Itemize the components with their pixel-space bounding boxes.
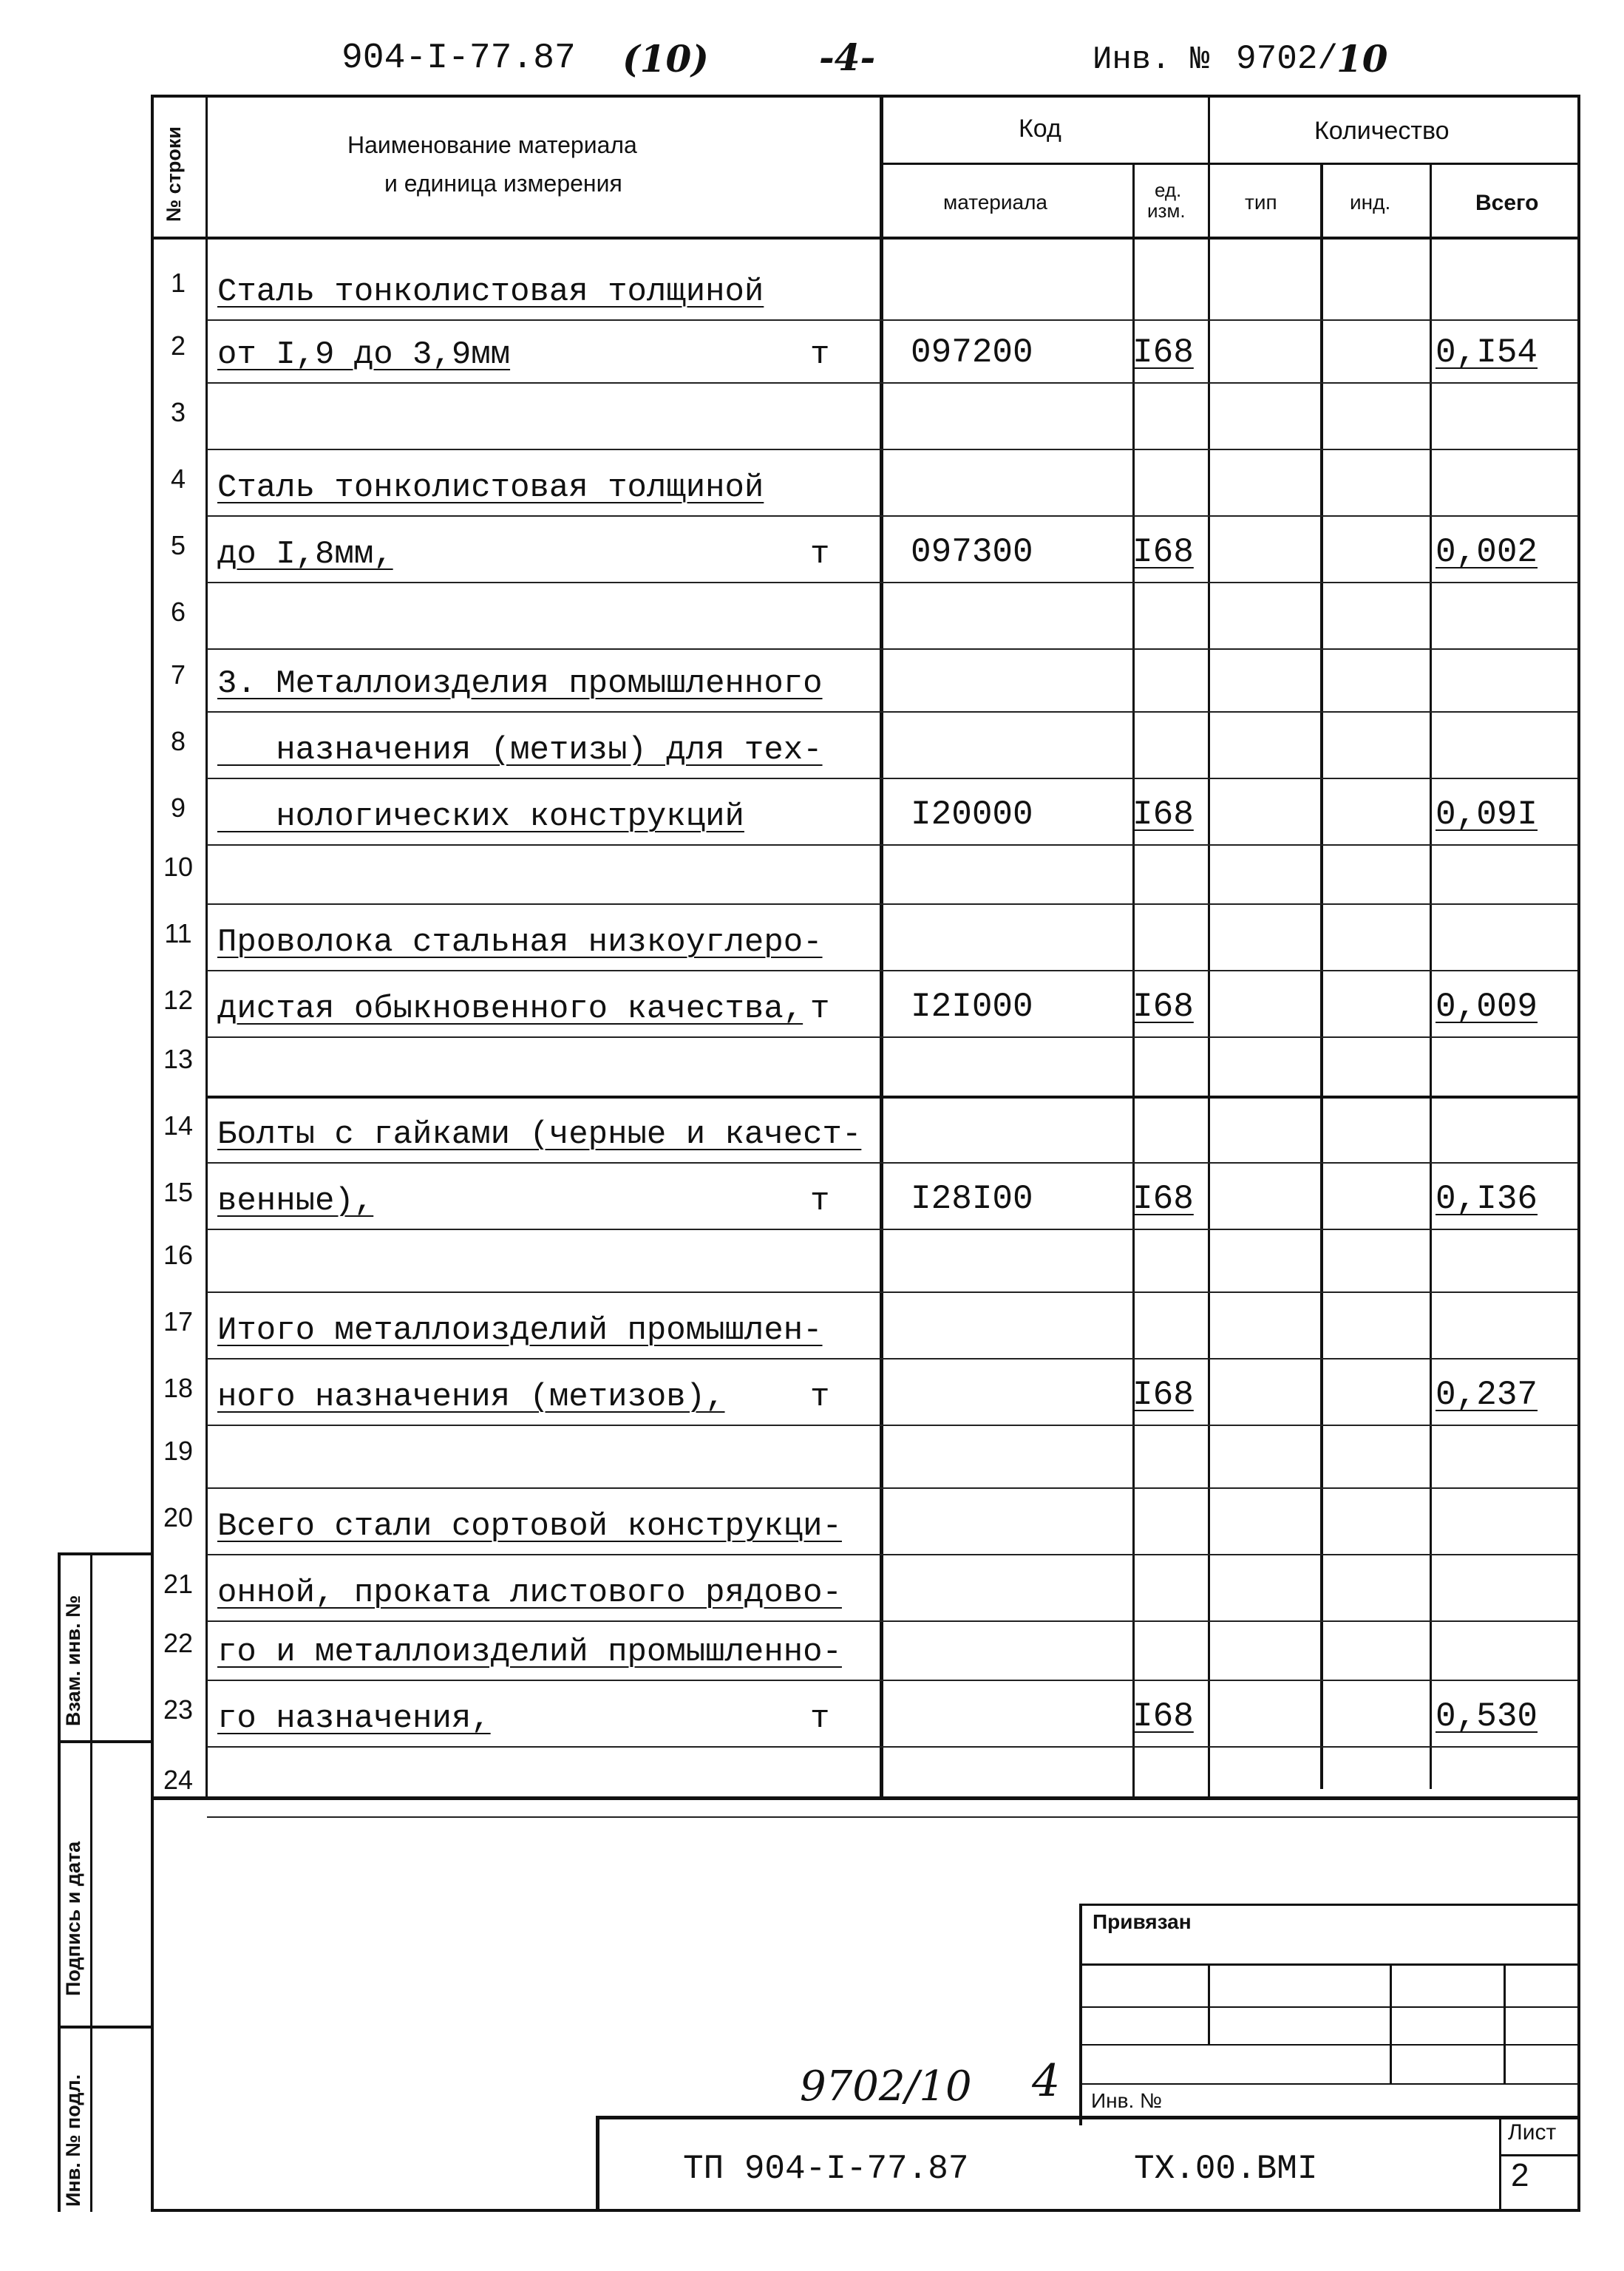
row-divider [207, 1162, 1577, 1164]
row-material-code: 097200 [911, 333, 1033, 372]
row-unit: т [810, 1183, 830, 1220]
handwritten-page: 4 [1032, 2055, 1061, 2107]
row-total: 0,530 [1436, 1697, 1538, 1736]
inventory-number: 9702/ [1236, 40, 1339, 78]
sheet-box-mid [1499, 2154, 1580, 2156]
side-stamp-sep2 [58, 2026, 152, 2029]
row-material-code: I28I00 [911, 1180, 1033, 1218]
row-divider [207, 778, 1577, 779]
row-name: Сталь тонколистовая толщиной [217, 469, 764, 506]
signature-date-label: Подпись и дата [62, 1841, 84, 1996]
document-number: 904-I-77.87 [342, 38, 576, 78]
row-divider [207, 1229, 1577, 1230]
row-divider [207, 582, 1577, 583]
row-name: Сталь тонколистовая толщиной [217, 274, 764, 310]
row-unit-code: I68 [1132, 1697, 1194, 1736]
row-number: 13 [163, 1044, 194, 1074]
row-divider [207, 449, 1577, 450]
row-name: ного назначения (метизов), [217, 1379, 725, 1416]
row-total: 0,002 [1436, 533, 1538, 571]
col-sep-rownum [205, 95, 208, 1796]
row-divider [207, 648, 1577, 650]
row-unit-code: I68 [1132, 988, 1194, 1026]
row-divider [207, 515, 1577, 517]
row-divider [207, 970, 1577, 971]
row-divider [207, 844, 1577, 846]
row-divider [207, 1358, 1577, 1359]
row-divider [207, 1554, 1577, 1555]
row-divider [207, 711, 1577, 713]
row-number: 15 [163, 1177, 194, 1207]
side-stamp-left [58, 1552, 61, 2212]
row-unit-code: I68 [1132, 1180, 1194, 1218]
material-code-header: материала [943, 191, 1047, 214]
inventory-number-handwritten: 10 [1336, 37, 1388, 81]
row-number: 14 [163, 1110, 194, 1141]
row-total: 0,I36 [1436, 1180, 1538, 1218]
tb-top [1079, 1904, 1580, 1906]
table-border-right [1577, 95, 1580, 2209]
row-number: 5 [170, 530, 186, 560]
tb-line4 [1079, 2083, 1580, 2085]
row-number: 8 [170, 726, 186, 756]
tb-left-upper [1079, 1904, 1082, 2125]
row-material-code: I20000 [911, 795, 1033, 834]
row-unit-code: I68 [1132, 333, 1194, 372]
inv-original-label: Инв. № подл. [62, 2074, 84, 2207]
row-unit: т [810, 336, 830, 373]
code-header: Код [1019, 115, 1061, 143]
row-divider [207, 1487, 1577, 1489]
type-header: тип [1245, 191, 1277, 214]
row-number: 23 [163, 1694, 194, 1725]
row-material-code: 097300 [911, 533, 1033, 571]
sheet-number: 2 [1511, 2157, 1529, 2193]
row-name: го назначения, [217, 1700, 491, 1737]
col-sep-code [1132, 163, 1135, 1798]
row-number-header: № строки [163, 126, 185, 222]
unit-header-line1: ед. [1155, 179, 1182, 201]
header-bottom-line [151, 237, 1580, 240]
row-name: до I,8мм, [217, 536, 393, 573]
row-number: 16 [163, 1240, 194, 1270]
row-number: 22 [163, 1628, 194, 1658]
ind-header: инд. [1350, 191, 1391, 214]
row-unit-code: I68 [1132, 533, 1194, 571]
row-name: венные), [217, 1183, 374, 1220]
side-stamp-mid [90, 1552, 92, 2212]
group-divider [207, 1096, 1577, 1099]
row-number: 17 [163, 1306, 194, 1337]
row-number: 19 [163, 1436, 194, 1466]
stamp-inv-label: Инв. № [1091, 2089, 1163, 2112]
sheet-box-left [1499, 2116, 1501, 2209]
row-name: онной, проката листового рядово- [217, 1575, 842, 1612]
row-number: 9 [170, 792, 186, 823]
row-unit: т [810, 536, 830, 573]
row-unit: т [810, 991, 830, 1028]
row-name: 3. Металлоизделия промышленного [217, 665, 823, 702]
row-divider [207, 1746, 1577, 1748]
unit-header-line2: изм. [1147, 200, 1186, 222]
row-name: дистая обыкновенного качества, [217, 991, 803, 1028]
col-sep-ind [1430, 163, 1432, 1789]
header-mid-line [883, 163, 1580, 165]
quantity-header: Количество [1314, 117, 1450, 145]
row-name: Болты с гайками (черные и качест- [217, 1116, 862, 1153]
side-stamp-sep1 [58, 1740, 152, 1743]
document-number-handwritten: (10) [622, 37, 709, 81]
row-number: 7 [170, 659, 186, 690]
row-name: Всего стали сортовой конструкци- [217, 1508, 842, 1545]
row-number: 20 [163, 1502, 194, 1532]
row-divider [207, 1620, 1577, 1622]
row-name: нологических конструкций [217, 798, 744, 835]
col-sep-type [1320, 163, 1323, 1789]
col-sep-unit [1208, 95, 1210, 1798]
row-name: от I,9 до 3,9мм [217, 336, 511, 373]
row-number: 12 [163, 985, 194, 1015]
row-unit-code: I68 [1132, 795, 1194, 834]
row-unit: т [810, 1700, 830, 1737]
page-marker: -4- [819, 35, 876, 79]
row-number: 3 [170, 397, 186, 427]
table-body-bottom [151, 1796, 1580, 1800]
name-header-line1: Наименование материала [347, 132, 637, 158]
row-name: го и металлоизделий промышленно- [217, 1634, 842, 1671]
table-border-top [151, 95, 1580, 98]
row-divider [207, 1816, 1577, 1818]
row-name: назначения (метизы) для тех- [217, 732, 823, 769]
name-header-line2: и единица измерения [384, 170, 622, 197]
row-divider [207, 319, 1577, 321]
doc-code-box-top [596, 2116, 1580, 2119]
privyazan-label: Привязан [1093, 1910, 1192, 1933]
tb-col3 [1504, 1963, 1506, 2083]
row-total: 0,09I [1436, 795, 1538, 834]
row-divider [207, 1680, 1577, 1681]
row-divider [207, 1425, 1577, 1426]
row-number: 21 [163, 1569, 194, 1599]
row-number: 24 [163, 1765, 194, 1795]
row-divider [207, 1036, 1577, 1038]
row-total: 0,009 [1436, 988, 1538, 1026]
col-sep-name [880, 95, 883, 1798]
tb-col2 [1390, 1963, 1392, 2083]
page-bottom-line [151, 2209, 1580, 2212]
doc-code: ТП 904-I-77.87 [683, 2150, 969, 2188]
sheet-label: Лист [1508, 2120, 1557, 2145]
sheet-code: TX.00.BMI [1134, 2150, 1318, 2188]
row-number: 10 [163, 852, 194, 882]
row-divider [207, 1291, 1577, 1293]
row-unit-code: I68 [1132, 1376, 1194, 1414]
row-number: 18 [163, 1373, 194, 1403]
doc-code-box-left [596, 2116, 599, 2209]
side-stamp-top [58, 1552, 152, 1555]
row-number: 1 [170, 268, 186, 298]
tb-col1 [1208, 1963, 1210, 2045]
row-number: 4 [170, 464, 186, 494]
row-name: Проволока стальная низкоуглеро- [217, 924, 823, 961]
row-divider [207, 382, 1577, 384]
row-number: 6 [170, 597, 186, 627]
vzam-inv-label: Взам. инв. № [62, 1595, 84, 1726]
row-total: 0,237 [1436, 1376, 1538, 1414]
row-name: Итого металлоизделий промышлен- [217, 1312, 823, 1349]
inventory-label: Инв. № [1093, 41, 1210, 78]
row-material-code: I2I000 [911, 988, 1033, 1026]
row-divider [207, 903, 1577, 905]
row-total: 0,I54 [1436, 333, 1538, 372]
row-unit: т [810, 1379, 830, 1416]
row-number: 2 [170, 330, 186, 361]
row-number: 11 [164, 918, 192, 948]
total-header: Всего [1475, 191, 1539, 215]
handwritten-inventory: 9702/10 [800, 2063, 972, 2111]
